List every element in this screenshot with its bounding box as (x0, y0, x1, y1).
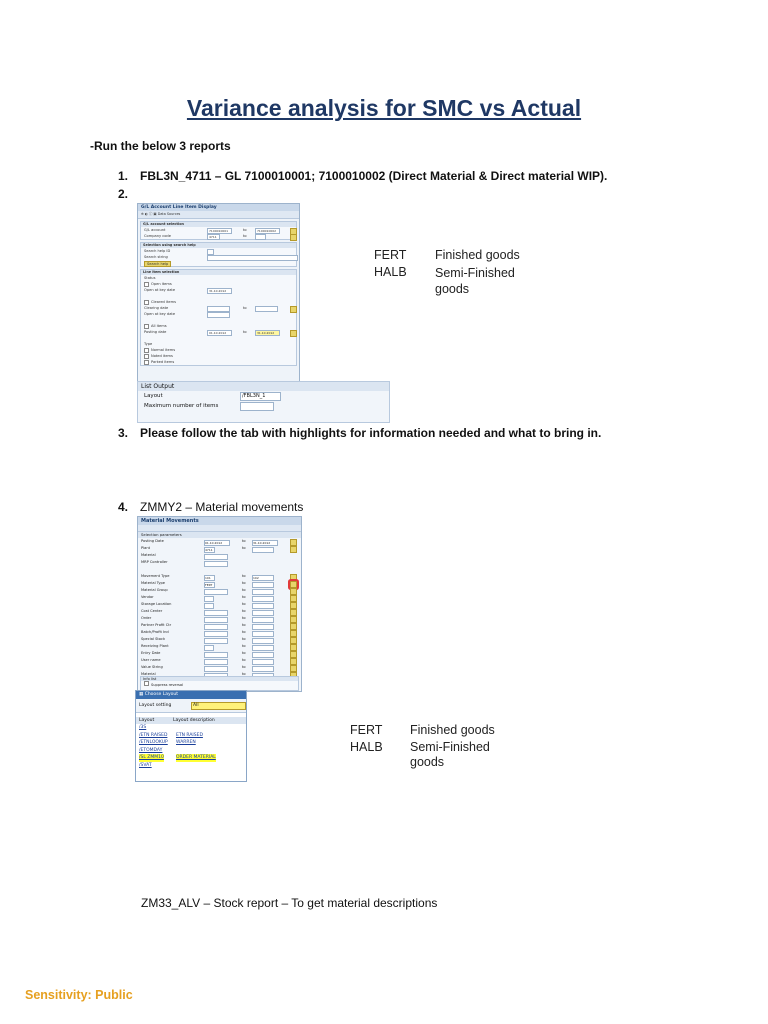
field-label: Movement Type (141, 574, 170, 578)
company-code-field[interactable]: 4711 (207, 234, 220, 240)
field-label: Status (144, 276, 156, 280)
to-label: to (242, 574, 246, 578)
table-row[interactable] (136, 762, 246, 770)
posting-date-from[interactable]: 01.10.2012 (207, 330, 232, 336)
field-label: Material Type (141, 581, 165, 585)
multiple-selection-icon[interactable] (290, 234, 297, 241)
legend-desc-halb: Semi-Finished goods (410, 740, 490, 769)
layout-icon: ▦ (139, 692, 145, 697)
to-label: to (243, 228, 247, 232)
selection-row (138, 643, 301, 650)
field-label: Receiving Plant (141, 644, 169, 648)
table-row[interactable] (136, 747, 246, 755)
field-label: User name (141, 658, 161, 662)
selection-row (138, 650, 301, 657)
list-item-1 (118, 169, 607, 183)
to-label: to (242, 546, 246, 550)
choose-layout-dialog (135, 690, 247, 782)
table-row[interactable] (136, 732, 246, 740)
field-label: Search string (144, 255, 168, 259)
company-code-to[interactable] (255, 234, 266, 240)
field-label: Batch/Profit Ind (141, 630, 169, 634)
gl-account-to[interactable]: 7100010002 (255, 228, 280, 234)
to-label: to (242, 581, 246, 585)
to-label: to (242, 672, 246, 676)
to-label: to (242, 665, 246, 669)
toolbar-label: Data Sources (157, 212, 181, 216)
column-header: Layout (139, 718, 155, 723)
to-label: to (243, 306, 247, 310)
field-label: Company code (144, 234, 171, 238)
table-row[interactable] (136, 724, 246, 732)
option-label: Normal items (151, 348, 176, 352)
layout-table (136, 724, 246, 769)
from-field[interactable]: 4711 (204, 547, 215, 553)
section-title: G/L account selection (141, 222, 296, 227)
sensitivity-label: Sensitivity: Public (25, 988, 133, 1002)
field-label: Type (144, 342, 153, 346)
field-label: Layout (144, 393, 163, 399)
to-label: to (242, 602, 246, 606)
layout-link[interactable]: /SVAT (139, 762, 152, 768)
zmmy2-screenshot (137, 516, 302, 692)
field-label: MRP Controller (141, 560, 168, 564)
layout-description[interactable]: ORDER MATERIAL (176, 755, 216, 760)
item-number: 4. (118, 500, 129, 514)
to-label: to (242, 658, 246, 662)
field-label: Order (141, 616, 152, 620)
item-text: ZMMY2 – Material movements (140, 500, 304, 514)
posting-date-to[interactable]: 31.10.2012 (255, 330, 280, 336)
legend-desc-halb: Semi-Finished goods (435, 266, 515, 296)
selection-row (138, 601, 301, 608)
item-text: Please follow the tab with highlights for information needed and what to bring in. (140, 426, 602, 440)
fbl3n-screenshot (137, 203, 300, 383)
field-label: Open at key date (144, 288, 176, 292)
field-label: Partner Profit Ctr (141, 623, 172, 627)
legend-code-halb: HALB (374, 265, 407, 279)
selection-row (138, 615, 301, 622)
to-label: to (242, 609, 246, 613)
option-label: All items (151, 324, 167, 328)
check-parked-items[interactable] (144, 359, 174, 365)
selection-row (138, 608, 301, 615)
screen-header: G/L Account Line Item Display (138, 204, 299, 211)
legend-code-halb: HALB (350, 740, 383, 754)
to-label: to (242, 637, 246, 641)
search-help-section (140, 242, 297, 267)
item-number: 1. (118, 169, 129, 183)
execute-icon: ⊕ ◐ ⓘ ▣ (141, 212, 157, 216)
legend-desc-fert: Finished goods (410, 723, 495, 737)
to-label: to (242, 630, 246, 634)
option-label: Cleared items (151, 300, 176, 304)
from-field[interactable]: FERT (204, 582, 215, 588)
selection-row (138, 559, 301, 566)
to-label: to (242, 644, 246, 648)
search-help-button[interactable]: Search help (144, 261, 171, 267)
checkbox-icon (144, 681, 149, 686)
field-label: Value String (141, 665, 163, 669)
selection-row (138, 580, 301, 587)
page-title: Variance analysis for SMC vs Actual (186, 95, 582, 121)
option-label: Open items (151, 282, 172, 286)
table-row[interactable] (136, 739, 246, 747)
open-key-date-field[interactable]: 31.10.2012 (207, 288, 232, 294)
checkbox-icon (144, 348, 149, 353)
checkbox-icon (144, 354, 149, 359)
field-label: Cost Center (141, 609, 163, 613)
gl-selection-section (140, 221, 297, 240)
section-title: Info list (141, 677, 298, 681)
field-label: Posting Date (141, 539, 164, 543)
field-label: Plant (141, 546, 151, 550)
field-label: Entry Date (141, 651, 161, 655)
selection-row (138, 594, 301, 601)
legend-code-fert: FERT (350, 723, 383, 737)
max-items-field[interactable] (240, 402, 274, 411)
to-field[interactable]: 31.10.2012 (252, 540, 278, 546)
radio-icon (144, 282, 149, 287)
selection-row (138, 566, 301, 573)
to-label: to (242, 623, 246, 627)
field-label: Material Group (141, 588, 168, 592)
list-item-2 (118, 187, 140, 201)
layout-link[interactable]: /ETOMDAY (139, 747, 163, 753)
layout-description[interactable]: WARREN (176, 740, 196, 745)
to-label: to (243, 330, 247, 334)
to-label: to (242, 588, 246, 592)
field-label: Maximum number of items (144, 403, 219, 409)
selection-row (138, 538, 301, 545)
from-field[interactable]: 101 (204, 575, 215, 581)
table-row[interactable] (136, 754, 246, 762)
option-label: Noted items (151, 354, 173, 358)
table-header (136, 717, 246, 724)
layout-description[interactable]: ETN RAISED (176, 732, 203, 738)
intro-text: -Run the below 3 reports (90, 139, 231, 153)
section-title: List Output (138, 382, 389, 391)
list-item-3 (118, 426, 601, 440)
line-item-section (140, 269, 297, 366)
radio-icon (144, 300, 149, 305)
field-label: Open at key date (144, 312, 176, 316)
selection-rows (138, 538, 301, 678)
from-field[interactable]: 01.10.2012 (204, 540, 230, 546)
radio-icon (144, 324, 149, 329)
list-item-4 (118, 500, 303, 514)
option-label: Parked items (151, 360, 175, 364)
layout-field[interactable]: /FBL3N_1 (240, 392, 281, 401)
field-label: Search help ID (144, 249, 171, 253)
field-label: Storage Location (141, 602, 172, 606)
checkbox-icon (144, 360, 149, 365)
layout-link[interactable]: /SL ZMM10 (139, 755, 164, 760)
field-label: Material (141, 672, 156, 676)
item-text: FBL3N_4711 – GL 7100010001; 7100010002 (Direct Material & Direct material WIP). (140, 169, 608, 183)
selection-row (138, 545, 301, 552)
item-number: 3. (118, 426, 129, 440)
selection-row (138, 573, 301, 580)
selection-row (138, 664, 301, 671)
gl-account-from[interactable]: 7100010001 (207, 228, 232, 234)
selection-row (138, 636, 301, 643)
dialog-title-text: Choose Layout (144, 692, 179, 697)
suppress-reversal-option[interactable] (141, 681, 298, 687)
screen-header: Material Movements (138, 517, 301, 525)
toolbar (138, 211, 299, 219)
field-label: Clearing date (144, 306, 169, 310)
layout-setting-row (136, 699, 246, 713)
field-label: Vendor (141, 595, 154, 599)
selection-row (138, 657, 301, 664)
option-label: Suppress reversal (151, 683, 184, 687)
field-label: Material (141, 553, 156, 557)
layout-link[interactable]: /ETNLOOKUP (139, 740, 168, 745)
layout-link[interactable]: /3S (139, 725, 147, 730)
toolbar (138, 525, 301, 532)
info-list-section (140, 676, 299, 691)
layout-setting-field[interactable]: All (191, 702, 246, 710)
legend-code-fert: FERT (374, 248, 407, 262)
section-title: Selection parameters (138, 532, 301, 538)
to-label: to (242, 616, 246, 620)
list-output-panel (137, 381, 390, 423)
selection-row (138, 629, 301, 636)
field-label: Layout setting (139, 703, 172, 708)
field-label: G/L account (144, 228, 166, 232)
to-field[interactable]: 102 (252, 575, 274, 581)
to-label: to (242, 539, 246, 543)
section-title: Selection using search help (141, 243, 296, 248)
section-title: Line item selection (141, 270, 296, 275)
to-label: to (242, 595, 246, 599)
item-number: 2. (118, 187, 129, 201)
column-header: Layout description (173, 718, 215, 723)
selection-row (138, 587, 301, 594)
field-label: Special Stock (141, 637, 166, 641)
legend-desc-fert: Finished goods (435, 248, 520, 262)
layout-link[interactable]: /ETN RAISED (139, 732, 168, 738)
selection-row (138, 622, 301, 629)
selection-row (138, 552, 301, 559)
field-label: Posting date (144, 330, 167, 334)
dialog-title (136, 691, 246, 699)
to-label: to (242, 651, 246, 655)
to-label: to (243, 234, 247, 238)
zm33-report-text: ZM33_ALV – Stock report – To get material descriptions (141, 896, 438, 910)
